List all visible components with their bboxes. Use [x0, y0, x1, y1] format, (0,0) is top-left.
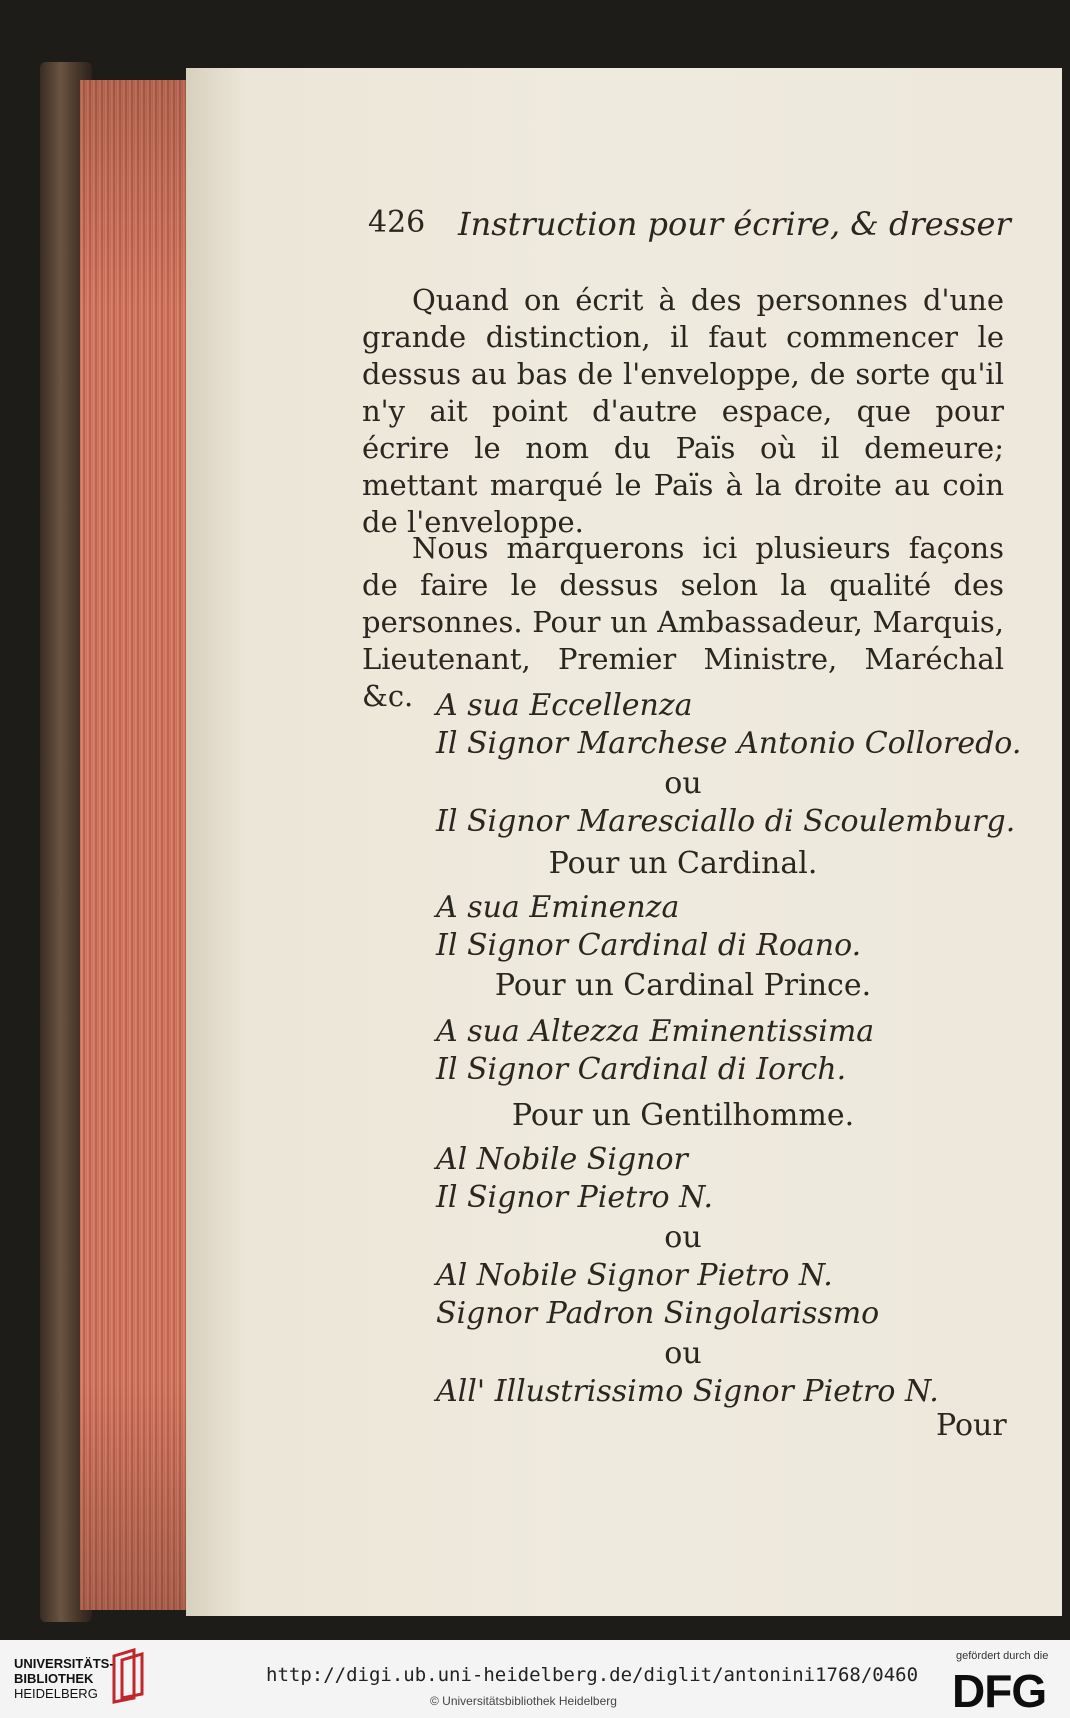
catchword: Pour [936, 1408, 1007, 1443]
permalink-url[interactable]: http://digi.ub.uni-heidelberg.de/diglit/antonini1768/0460 [266, 1664, 919, 1686]
address-line [436, 1296, 879, 1331]
address-text: Signor Padron Singolarissmo [436, 1296, 880, 1331]
paragraph-2: Nous marquerons ici plusieurs façons de faire le dessus selon la qualité des personnes. Pour un Ambassadeur, Marquis, Lieutenant, Premier Ministre, Maréchal &c. [362, 531, 1004, 713]
dfg-logo: DFG [952, 1665, 1047, 1717]
ou-separator: ou [664, 1336, 702, 1371]
address-line: Il Signor Cardinal di Roano. [436, 928, 862, 963]
library-line-3: HEIDELBERG [14, 1686, 98, 1701]
address-line: A sua Altezza Eminentissima [436, 1014, 875, 1049]
sponsor-caption: gefördert durch die [956, 1650, 1049, 1662]
address-line: All' Illustrissimo Signor Pietro N. [436, 1374, 939, 1409]
running-head: Instruction pour écrire, & dresser [458, 205, 1011, 243]
library-logo-icon [110, 1648, 150, 1704]
library-line-2: BIBLIOTHEK [14, 1671, 94, 1686]
copyright-notice: © Universitätsbibliothek Heidelberg [430, 1694, 617, 1708]
section-heading: Pour un Cardinal Prince. [494, 968, 872, 1003]
section-heading: Pour un Gentilhomme. [511, 1098, 855, 1133]
section-heading: Pour un Cardinal. [548, 846, 818, 881]
address-line: Al Nobile Signor [436, 1142, 688, 1177]
library-logo-text [14, 1656, 114, 1701]
library-line-1: UNIVERSITÄTS- [14, 1656, 114, 1671]
paragraph-1: Quand on écrit à des personnes d'une grande distinction, il faut commencer le dessus au bas de l'enveloppe, de sorte qu'il n'y ait point d'autre espace, que pour écrire le nom du Païs où il demeure; mettant marqué le Païs à la droite au coin de l'enveloppe. [362, 283, 1004, 539]
page-number: 426 [368, 205, 426, 240]
ou-separator: ou [664, 1220, 702, 1255]
address-line: Il Signor Pietro N. [436, 1180, 713, 1215]
address-line: Il Signor Cardinal di Iorch. [436, 1052, 847, 1087]
address-line: A sua Eccellenza [436, 688, 693, 723]
address-line: Il Signor Maresciallo di Scoulemburg. [436, 804, 1016, 839]
address-line: Al Nobile Signor Pietro N. [436, 1258, 833, 1293]
ou-separator: ou [664, 766, 702, 801]
address-line: A sua Eminenza [436, 890, 680, 925]
address-line: Il Signor Marchese Antonio Colloredo. [436, 726, 1022, 761]
